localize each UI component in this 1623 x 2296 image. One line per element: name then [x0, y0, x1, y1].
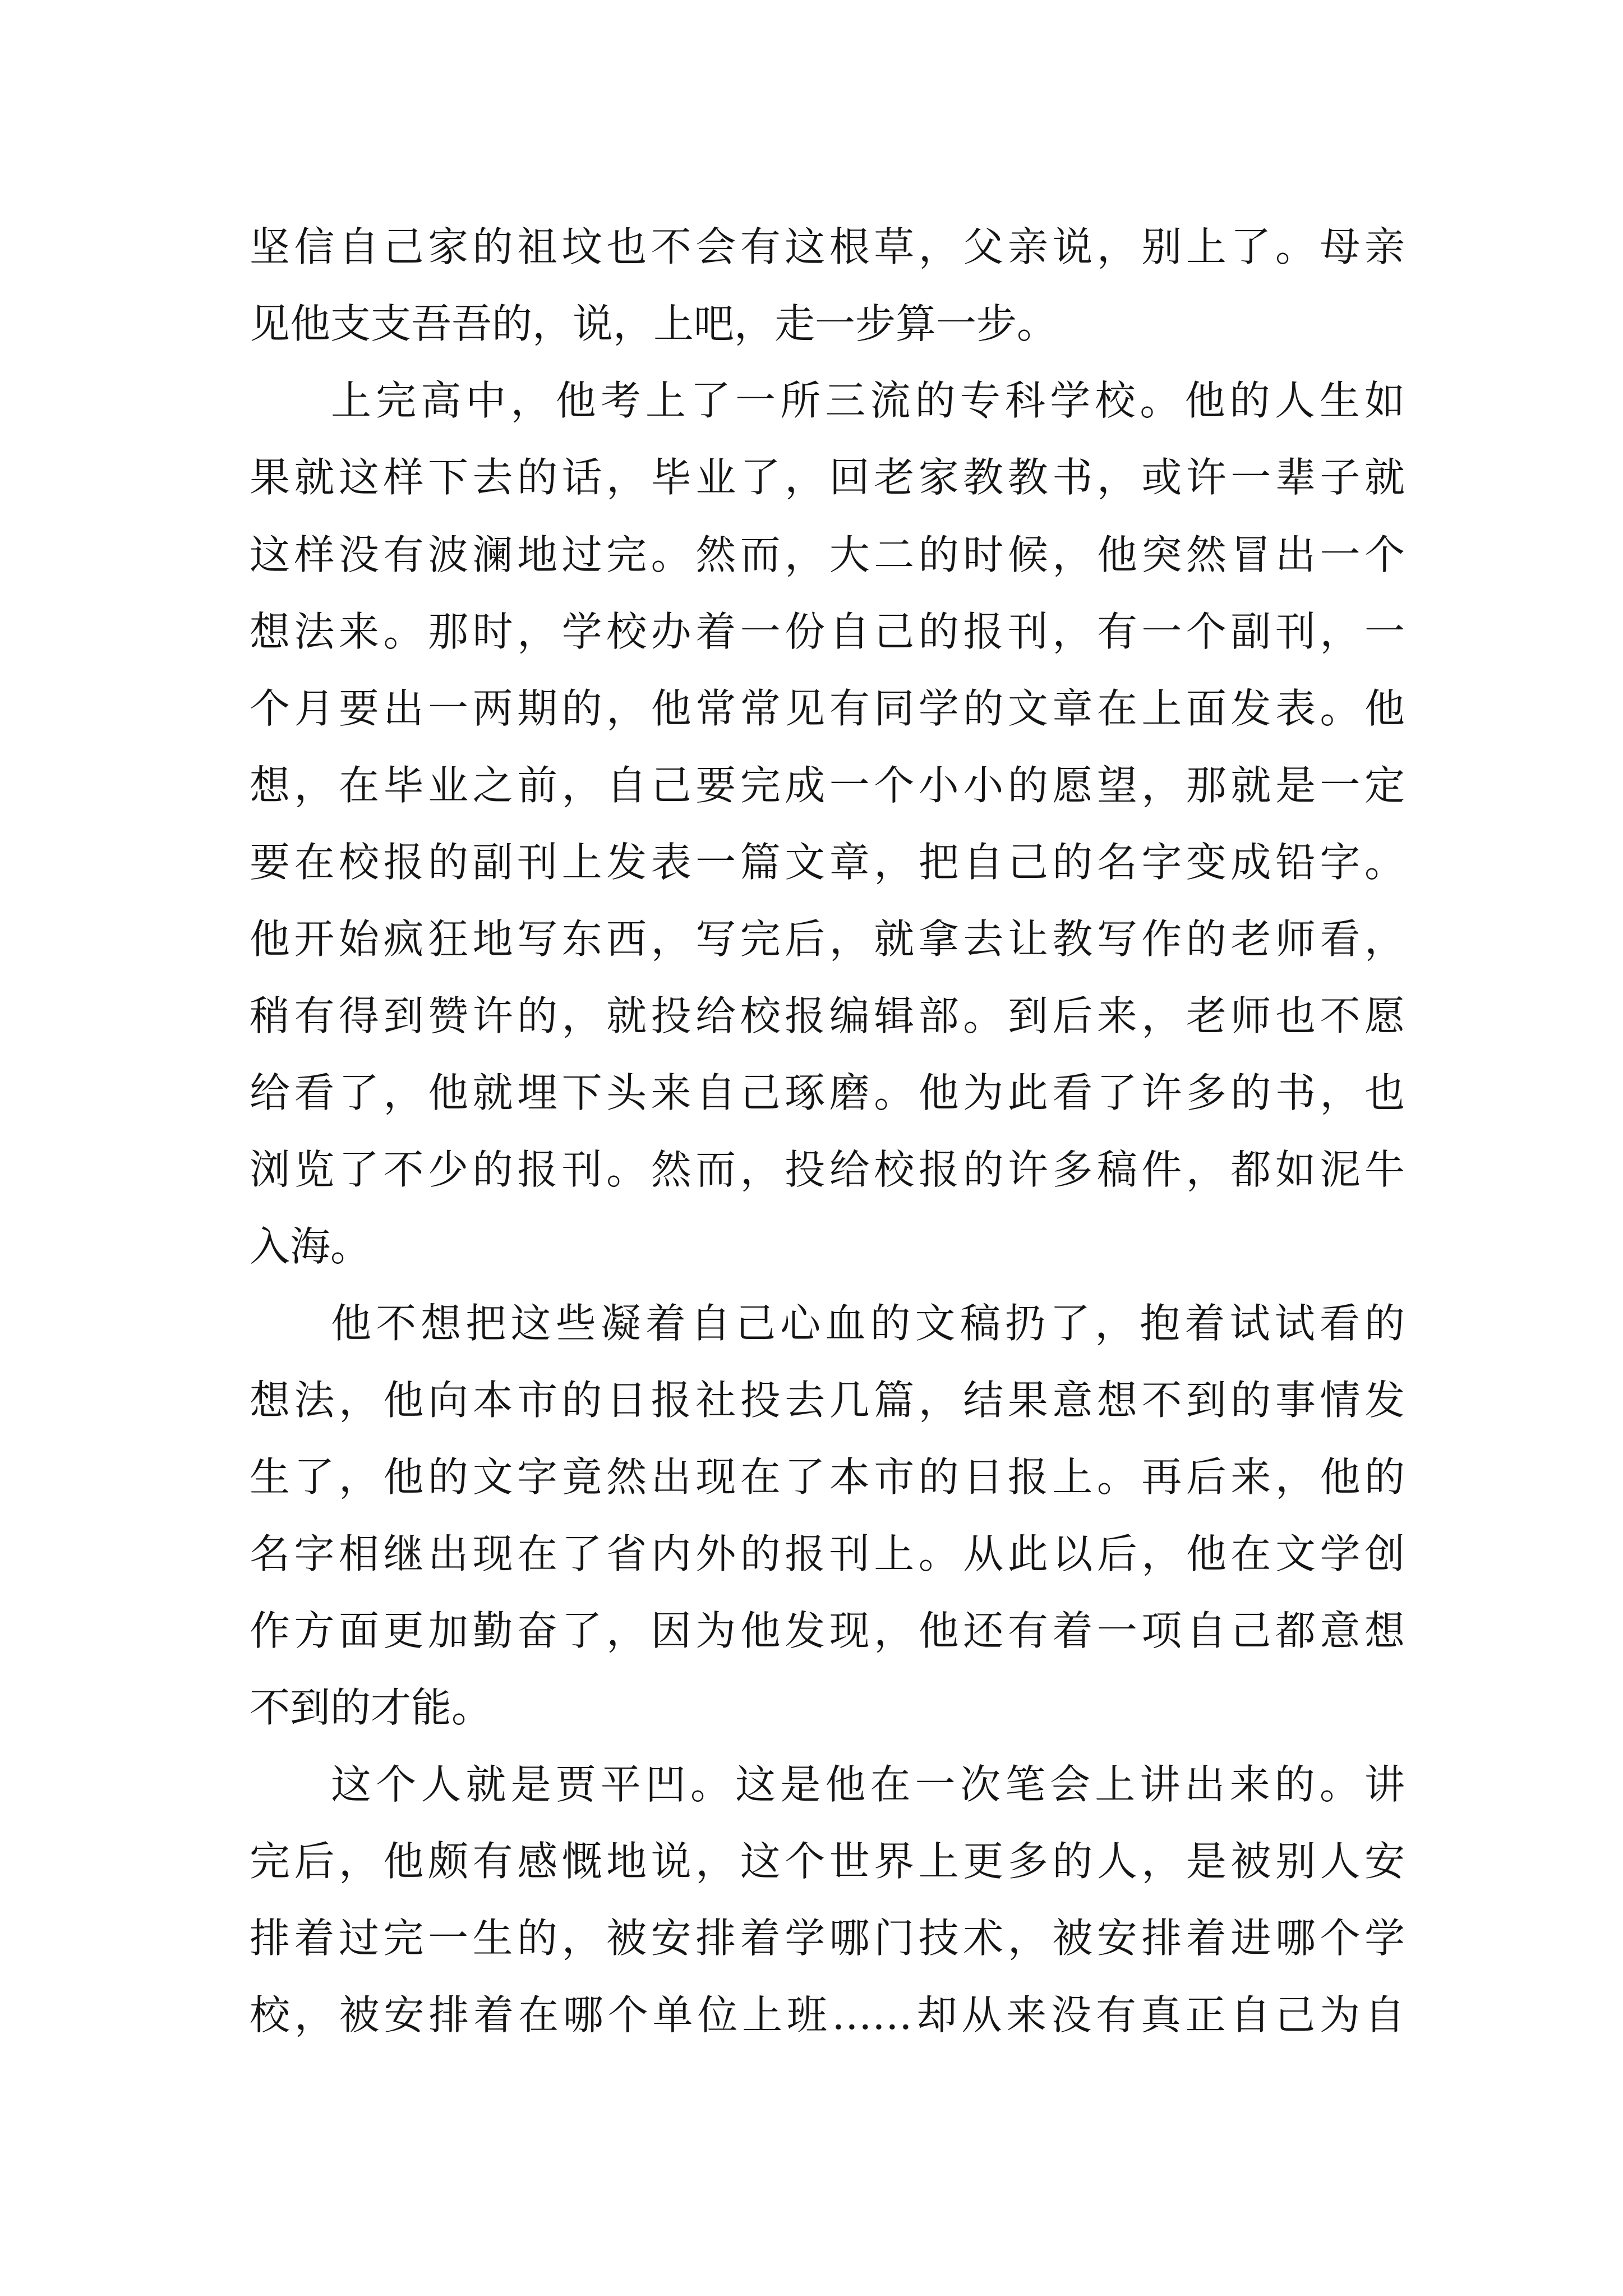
- text-line: 生了，他的文字竟然出现在了本市的日报上。再后来，他的: [250, 1453, 1405, 1501]
- text-line: 稍有得到赞许的，就投给校报编辑部。到后来，老师也不愿: [250, 992, 1405, 1039]
- text-line: 坚信自己家的祖坟也不会有这根草，父亲说，别上了。母亲: [250, 223, 1405, 270]
- paragraph-first-line: 上完高中，他考上了一所三流的专科学校。他的人生如: [331, 377, 1405, 424]
- text-line: 他开始疯狂地写东西，写完后，就拿去让教写作的老师看，: [250, 915, 1405, 963]
- text-line: 要在校报的副刊上发表一篇文章，把自己的名字变成铅字。: [250, 839, 1405, 886]
- text-line: 想法，他向本市的日报社投去几篇，结果意想不到的事情发: [250, 1377, 1405, 1424]
- text-line: 浏览了不少的报刊。然而，投给校报的许多稿件，都如泥牛: [250, 1146, 1405, 1193]
- text-line: 想，在毕业之前，自己要完成一个小小的愿望，那就是一定: [250, 762, 1405, 809]
- text-line: 入海。: [250, 1223, 371, 1270]
- text-line: 作方面更加勤奋了，因为他发现，他还有着一项自己都意想: [250, 1607, 1405, 1654]
- text-line: 名字相继出现在了省内外的报刊上。从此以后，他在文学创: [250, 1530, 1405, 1577]
- text-line: 给看了，他就埋下头来自己琢磨。他为此看了许多的书，也: [250, 1069, 1405, 1116]
- text-line: 个月要出一两期的，他常常见有同学的文章在上面发表。他: [250, 685, 1405, 732]
- text-line: 这样没有波澜地过完。然而，大二的时候，他突然冒出一个: [250, 531, 1405, 578]
- text-line: 果就这样下去的话，毕业了，回老家教教书，或许一辈子就: [250, 454, 1405, 501]
- text-line: 完后，他颇有感慨地说，这个世界上更多的人，是被别人安: [250, 1838, 1405, 1885]
- text-line: 见他支支吾吾的，说，上吧，走一步算一步。: [250, 300, 1058, 347]
- text-line: 想法来。那时，学校办着一份自己的报刊，有一个副刊，一: [250, 608, 1405, 655]
- text-line: 排着过完一生的，被安排着学哪门技术，被安排着进哪个学: [250, 1915, 1405, 1962]
- paragraph-first-line: 这个人就是贾平凹。这是他在一次笔会上讲出来的。讲: [331, 1761, 1405, 1808]
- text-line: 校，被安排着在哪个单位上班……却从来没有真正自己为自: [250, 1991, 1405, 2039]
- paragraph-first-line: 他不想把这些凝着自己心血的文稿扔了，抱着试试看的: [331, 1300, 1405, 1347]
- text-line: 不到的才能。: [250, 1684, 492, 1731]
